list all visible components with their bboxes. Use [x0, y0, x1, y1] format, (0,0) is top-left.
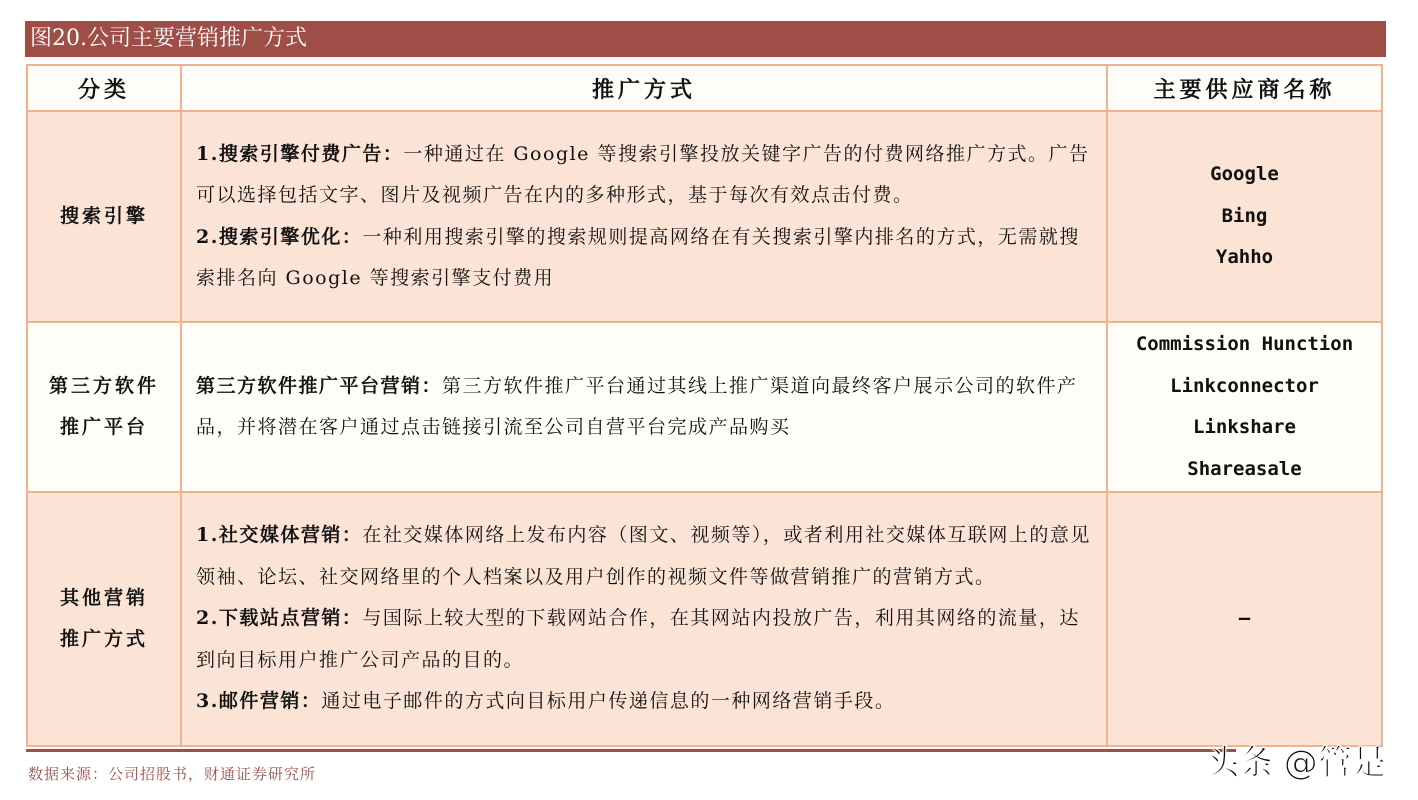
- watermark: 头条 @管是: [1205, 743, 1386, 783]
- category-line: 搜索引擎: [59, 205, 148, 227]
- table-row: [27, 492, 1382, 746]
- category-cell: [27, 492, 181, 746]
- supplier-none-dash: —: [1238, 607, 1251, 630]
- method-label: 2.搜索引擎优化：: [196, 225, 363, 248]
- source-note: 数据来源：公司招股书，财通证券研究所: [28, 765, 317, 783]
- header-row: [27, 65, 1382, 111]
- figure-title: 图20.公司主要营销推广方式: [25, 21, 1386, 57]
- method-text: 第三方软件推广平台通过其线上推广渠道向最终客户展示公司的软件产品，并将潜在客户通过点击链接引流至公司自营平台完成产品购买: [196, 374, 1078, 438]
- supplier-name: Shareasale: [1187, 457, 1302, 480]
- category-line: 第三方软件: [48, 375, 159, 397]
- supplier-name: Linkconnector: [1170, 374, 1319, 397]
- method-cell: [181, 322, 1107, 492]
- method-cell: [181, 492, 1107, 746]
- supplier-name: Yahho: [1215, 246, 1274, 269]
- supplier-name: Commission Hunction: [1135, 333, 1354, 355]
- header-method: 推广方式: [181, 65, 1107, 111]
- method-label: 1.搜索引擎付费广告：: [196, 142, 404, 165]
- method-item: [196, 134, 1092, 217]
- table-row: [27, 111, 1382, 322]
- method-text: 与国际上较大型的下载网站合作，在其网站内投放广告，利用其网络的流量，达到向目标用户推广公司产品的目的。: [196, 607, 1080, 671]
- method-item: [196, 366, 1092, 449]
- header-suppliers: 主要供应商名称: [1107, 65, 1382, 111]
- category-line: 其他营销: [59, 587, 148, 609]
- supplier-name: Bing: [1221, 204, 1268, 227]
- category-line: 推广平台: [59, 416, 148, 438]
- method-cell: [181, 111, 1107, 322]
- method-label: 2.下载站点营销：: [196, 607, 363, 630]
- method-label: 1.社交媒体营销：: [196, 524, 363, 547]
- method-label: 第三方软件推广平台营销：: [196, 374, 443, 397]
- method-item: [196, 598, 1092, 681]
- method-item: [196, 217, 1092, 300]
- category-cell: [27, 111, 181, 322]
- bottom-divider: [26, 749, 1236, 752]
- method-text: 通过电子邮件的方式向目标用户传递信息的一种网络营销手段。: [321, 690, 896, 713]
- method-text: 一种通过在 Google 等搜索引擎投放关键字广告的付费网络推广方式。广告可以选择包括文字、图片及视频广告在内的多种形式，基于每次有效点击付费。: [196, 142, 1090, 206]
- method-item: [196, 681, 1092, 723]
- supplier-name: Linkshare: [1193, 416, 1296, 438]
- supplier-name: Google: [1210, 163, 1279, 186]
- table-row: [27, 322, 1382, 492]
- method-text: 在社交媒体网络上发布内容（图文、视频等），或者利用社交媒体互联网上的意见领袖、论坛、社交网络里的个人档案以及用户创作的视频文件等做营销推广的营销方式。: [196, 524, 1091, 588]
- method-text: 一种利用搜索引擎的搜索规则提高网络在有关搜索引擎内排名的方式，无需就搜索排名向 Google 等搜索引擎支付费用: [196, 225, 1080, 289]
- method-label: 3.邮件营销：: [196, 690, 322, 713]
- header-category: 分类: [27, 65, 181, 111]
- category-cell: [27, 322, 181, 492]
- supplier-cell: [1107, 322, 1382, 492]
- supplier-cell: [1107, 492, 1382, 746]
- marketing-table: [26, 64, 1383, 747]
- category-line: 推广方式: [59, 628, 148, 650]
- method-item: [196, 515, 1092, 598]
- supplier-cell: [1107, 111, 1382, 322]
